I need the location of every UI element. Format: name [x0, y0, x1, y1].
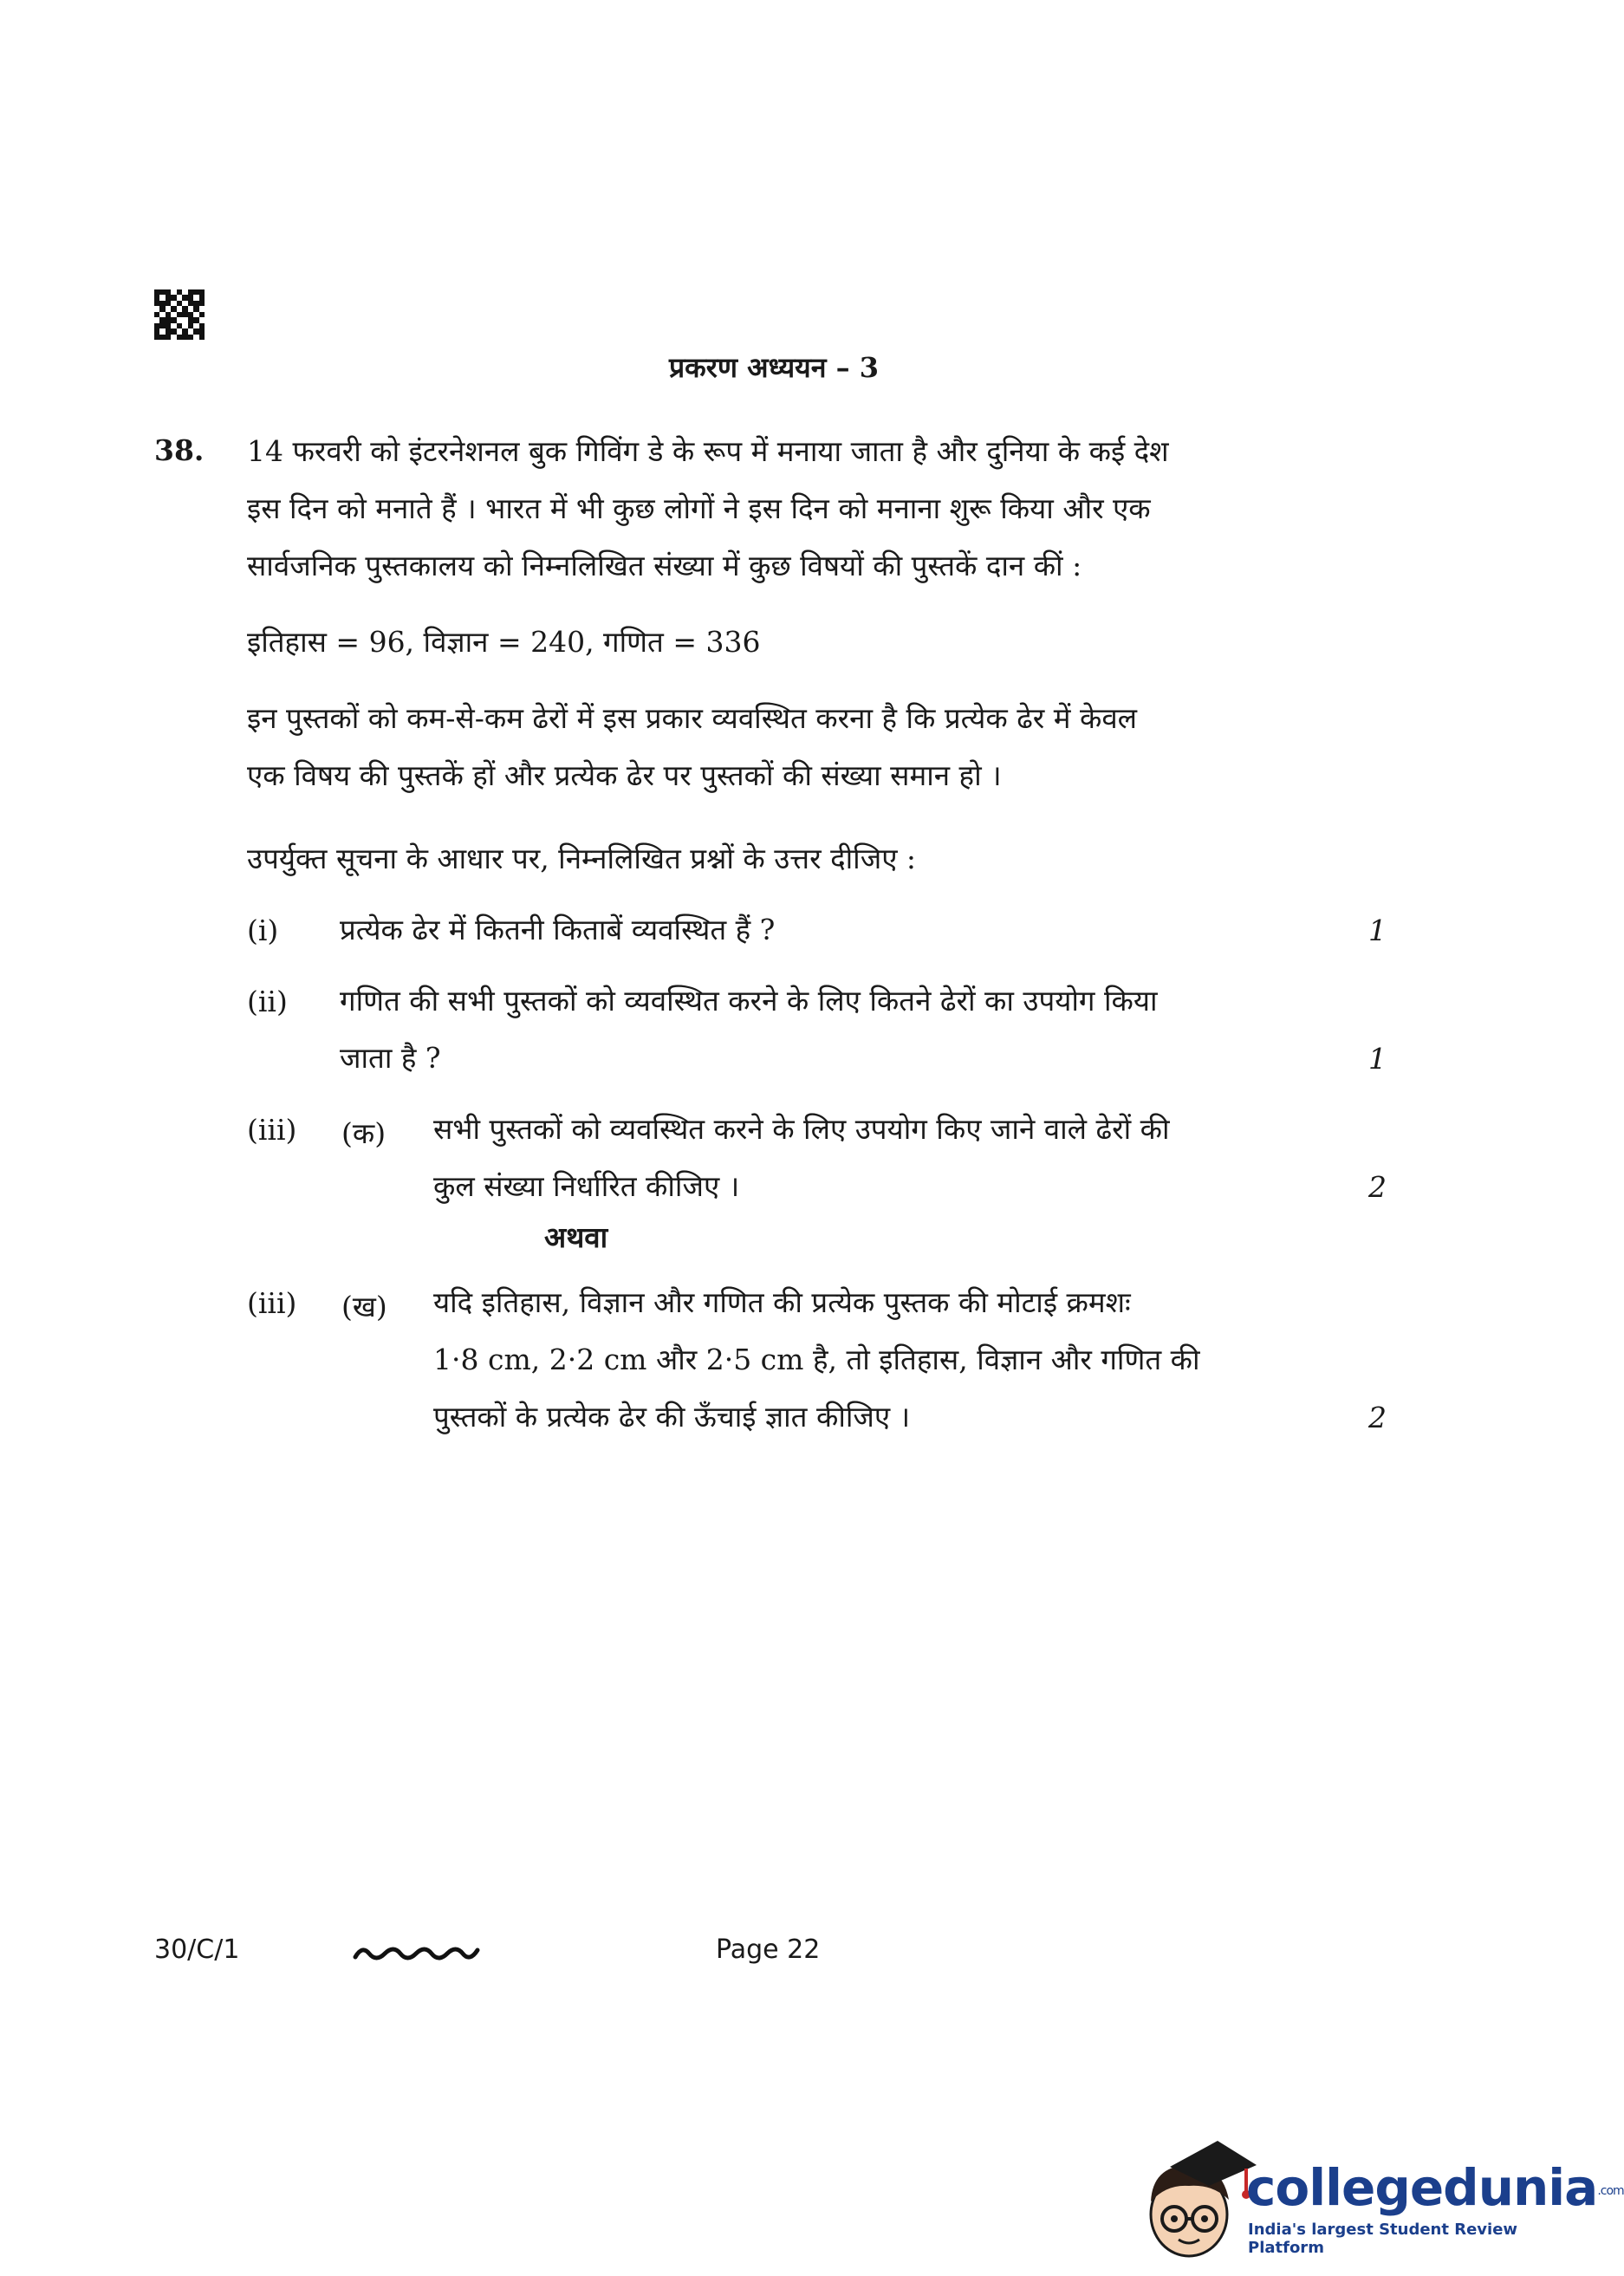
- part-i-text: प्रत्येक ढेर में कितनी किताबें व्यवस्थित हैं ?: [340, 913, 776, 946]
- part-iii-b-line-3: पुस्तकों के प्रत्येक ढेर की ऊँचाई ज्ञात कीजिए ।: [433, 1400, 911, 1434]
- data-line: इतिहास = 96, विज्ञान = 240, गणित = 336: [247, 625, 761, 659]
- section-title: प्रकरण अध्ययन – 3: [668, 351, 880, 384]
- instruction: उपर्युक्त सूचना के आधार पर, निम्नलिखित प्रश्नों के उत्तर दीजिए :: [247, 842, 917, 875]
- part-iii-b-marks: 2: [1368, 1401, 1387, 1434]
- part-iii-a-option: (क): [341, 1116, 387, 1150]
- qr-code: [154, 289, 205, 340]
- or-label: अथवा: [544, 1220, 608, 1254]
- part-iii-a-line-2: कुल संख्या निर्धारित कीजिए ।: [433, 1169, 740, 1203]
- intro-line-3: सार्वजनिक पुस्तकालय को निम्नलिखित संख्या में कुछ विषयों की पुस्तकें दान कीं :: [247, 549, 1082, 582]
- brand-suffix: .com: [1597, 2183, 1624, 2198]
- part-iii-b-number: (iii): [247, 1286, 297, 1320]
- intro-line-2: इस दिन को मनाते हैं । भारत में भी कुछ लोगों ने इस दिन को मनाना शुरू किया और एक: [247, 491, 1151, 525]
- question-number: 38.: [154, 433, 205, 467]
- intro-line-1: 14 फरवरी को इंटरनेशनल बुक गिविंग डे के रूप में मनाया जाता है और दुनिया के कई देश: [247, 434, 1169, 468]
- brand-tagline: India's largest Student Review Platform: [1248, 2221, 1518, 2257]
- part-ii-marks: 1: [1368, 1042, 1387, 1076]
- collegedunia-logo: [1135, 2132, 1624, 2262]
- page-number: Page 22: [716, 1935, 821, 1965]
- wave-divider-icon: [354, 1940, 479, 1966]
- part-ii-line-2: जाता है ?: [340, 1041, 441, 1075]
- condition-line-1: इन पुस्तकों को कम-से-कम ढेरों में इस प्रकार व्यवस्थित करना है कि प्रत्येक ढेर में केवल: [247, 701, 1138, 735]
- part-iii-b-line-2: 1·8 cm, 2·2 cm और 2·5 cm है, तो इतिहास, विज्ञान और गणित की: [433, 1343, 1200, 1376]
- part-iii-b-option: (ख): [341, 1290, 387, 1323]
- part-iii-a-number: (iii): [247, 1113, 297, 1147]
- part-ii-number: (ii): [247, 985, 288, 1018]
- part-iii-b-line-1: यदि इतिहास, विज्ञान और गणित की प्रत्येक पुस्तक की मोटाई क्रमशः: [433, 1285, 1131, 1319]
- part-iii-a-marks: 2: [1368, 1170, 1387, 1204]
- paper-code: 30/C/1: [154, 1935, 240, 1965]
- part-ii-line-1: गणित की सभी पुस्तकों को व्यवस्थित करने के लिए कितने ढेरों का उपयोग किया: [340, 984, 1158, 1018]
- condition-line-2: एक विषय की पुस्तकें हों और प्रत्येक ढेर पर पुस्तकों की संख्या समान हो ।: [247, 758, 1002, 792]
- part-i-number: (i): [247, 914, 279, 947]
- brand-name: collegedunia: [1246, 2158, 1598, 2217]
- part-i-marks: 1: [1368, 914, 1387, 947]
- student-mascot-icon: [1135, 2132, 1257, 2262]
- part-iii-a-line-1: सभी पुस्तकों को व्यवस्थित करने के लिए उपयोग किए जाने वाले ढेरों की: [433, 1112, 1170, 1146]
